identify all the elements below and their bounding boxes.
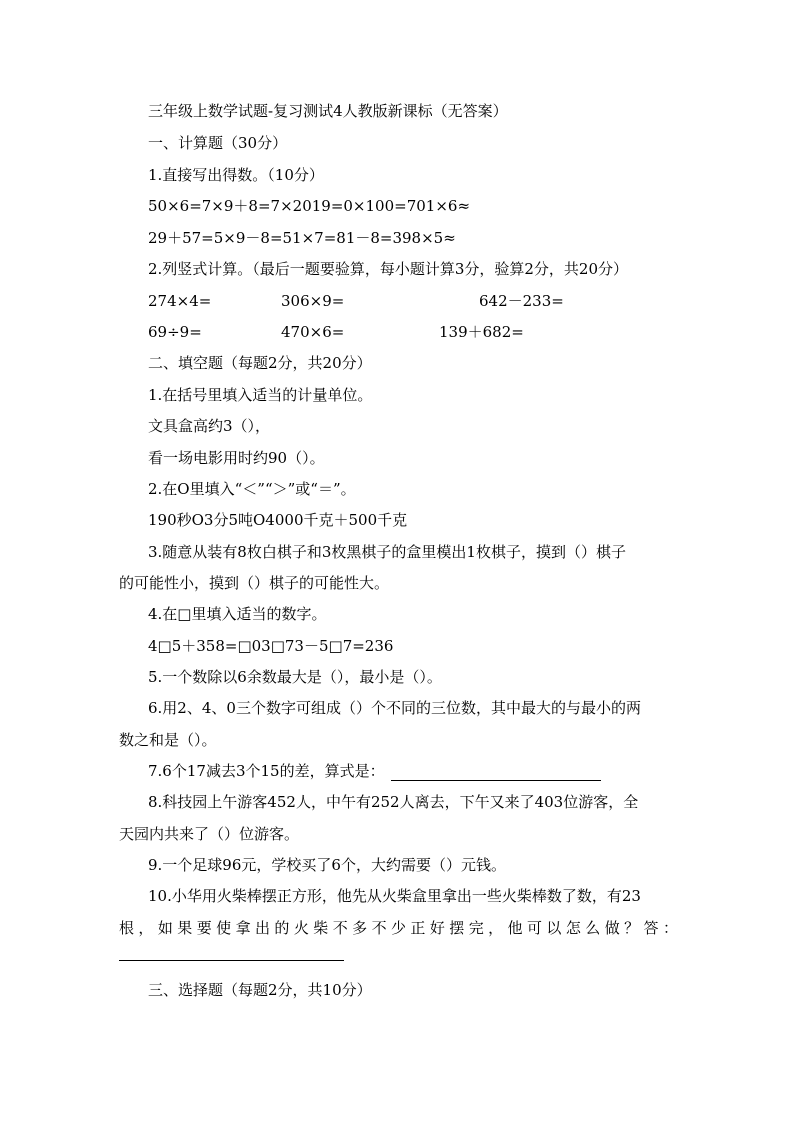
q1-label: 1.直接写出得数。（10分）	[148, 166, 324, 184]
section3-heading: 三、选择题（每题2分，共10分）	[148, 981, 372, 999]
s2-q3-line2: 的可能性小，摸到（）棋子的可能性大。	[119, 574, 390, 592]
s2-q5: 5.一个数除以6余数最大是（），最小是（）。	[148, 668, 442, 686]
q1-row2: 29＋57=5×9－8=51×7=81－8=398×5≈	[148, 229, 456, 247]
s2-q1-line1: 文具盒高约3（），	[148, 417, 271, 435]
s2-q4-label: 4.在□里填入适当的数字。	[148, 605, 327, 623]
s2-q10-line1: 10.小华用火柴棒摆正方形，他先从火柴盒里拿出一些火柴棒数了数，有23	[148, 887, 641, 905]
s2-q8-line1: 8.科技园上午游客452人，中午有252人离去，下午又来了403位游客，全	[148, 793, 639, 811]
q2-row2-item2: 470×6=	[281, 323, 345, 341]
q2-row1-item1: 274×4=	[148, 292, 212, 310]
s2-q1-line2: 看一场电影用时约90（）。	[148, 449, 325, 467]
s2-q9: 9.一个足球96元，学校买了6个，大约需要（）元钱。	[148, 856, 506, 874]
s2-q2-label: 2.在O里填入“＜”“＞”或“＝”。	[148, 480, 356, 498]
section2-heading: 二、填空题（每题2分，共20分）	[148, 354, 372, 372]
s2-q8-line2: 天园内共来了（）位游客。	[119, 825, 300, 843]
s2-q6-line2: 数之和是（）。	[119, 731, 217, 749]
s2-q7	[148, 761, 601, 783]
q2-row2-item3: 139＋682=	[439, 323, 524, 341]
s2-q2-line1: 190秒O3分5吨O4000千克＋500千克	[148, 511, 408, 529]
answer-blank	[391, 764, 601, 781]
s2-q3-line1: 3.随意从装有8枚白棋子和3枚黑棋子的盒里模出1枚棋子，摸到（）棋子	[148, 543, 626, 561]
q1-row1: 50×6=7×9＋8=7×2019=0×100=701×6≈	[148, 197, 471, 215]
q2-row1-item3: 642－233=	[479, 292, 564, 310]
s2-q10-line2: 根，如果要使拿出的火柴不多不少正好摆完，他可以怎么做？答：	[119, 919, 678, 937]
q2-row1-item2: 306×9=	[281, 292, 345, 310]
q2-row2-item1: 69÷9=	[148, 323, 202, 341]
s2-q7-text: 7.6个17减去3个15的差，算式是：	[148, 762, 385, 780]
s2-q4-line1: 4□5＋358=□03□73－5□7=236	[148, 637, 394, 655]
section1-heading: 一、计算题（30分）	[148, 134, 288, 152]
answer-rule	[119, 960, 344, 961]
s2-q6-line1: 6.用2、4、0三个数字可组成（）个不同的三位数，其中最大的与最小的两	[148, 699, 641, 717]
document-title: 三年级上数学试题-复习测试4人教版新课标（无答案）	[148, 102, 508, 120]
q2-label: 2.列竖式计算。（最后一题要验算，每小题计算3分，验算2分，共20分）	[148, 260, 628, 278]
s2-q1-label: 1.在括号里填入适当的计量单位。	[148, 386, 373, 404]
